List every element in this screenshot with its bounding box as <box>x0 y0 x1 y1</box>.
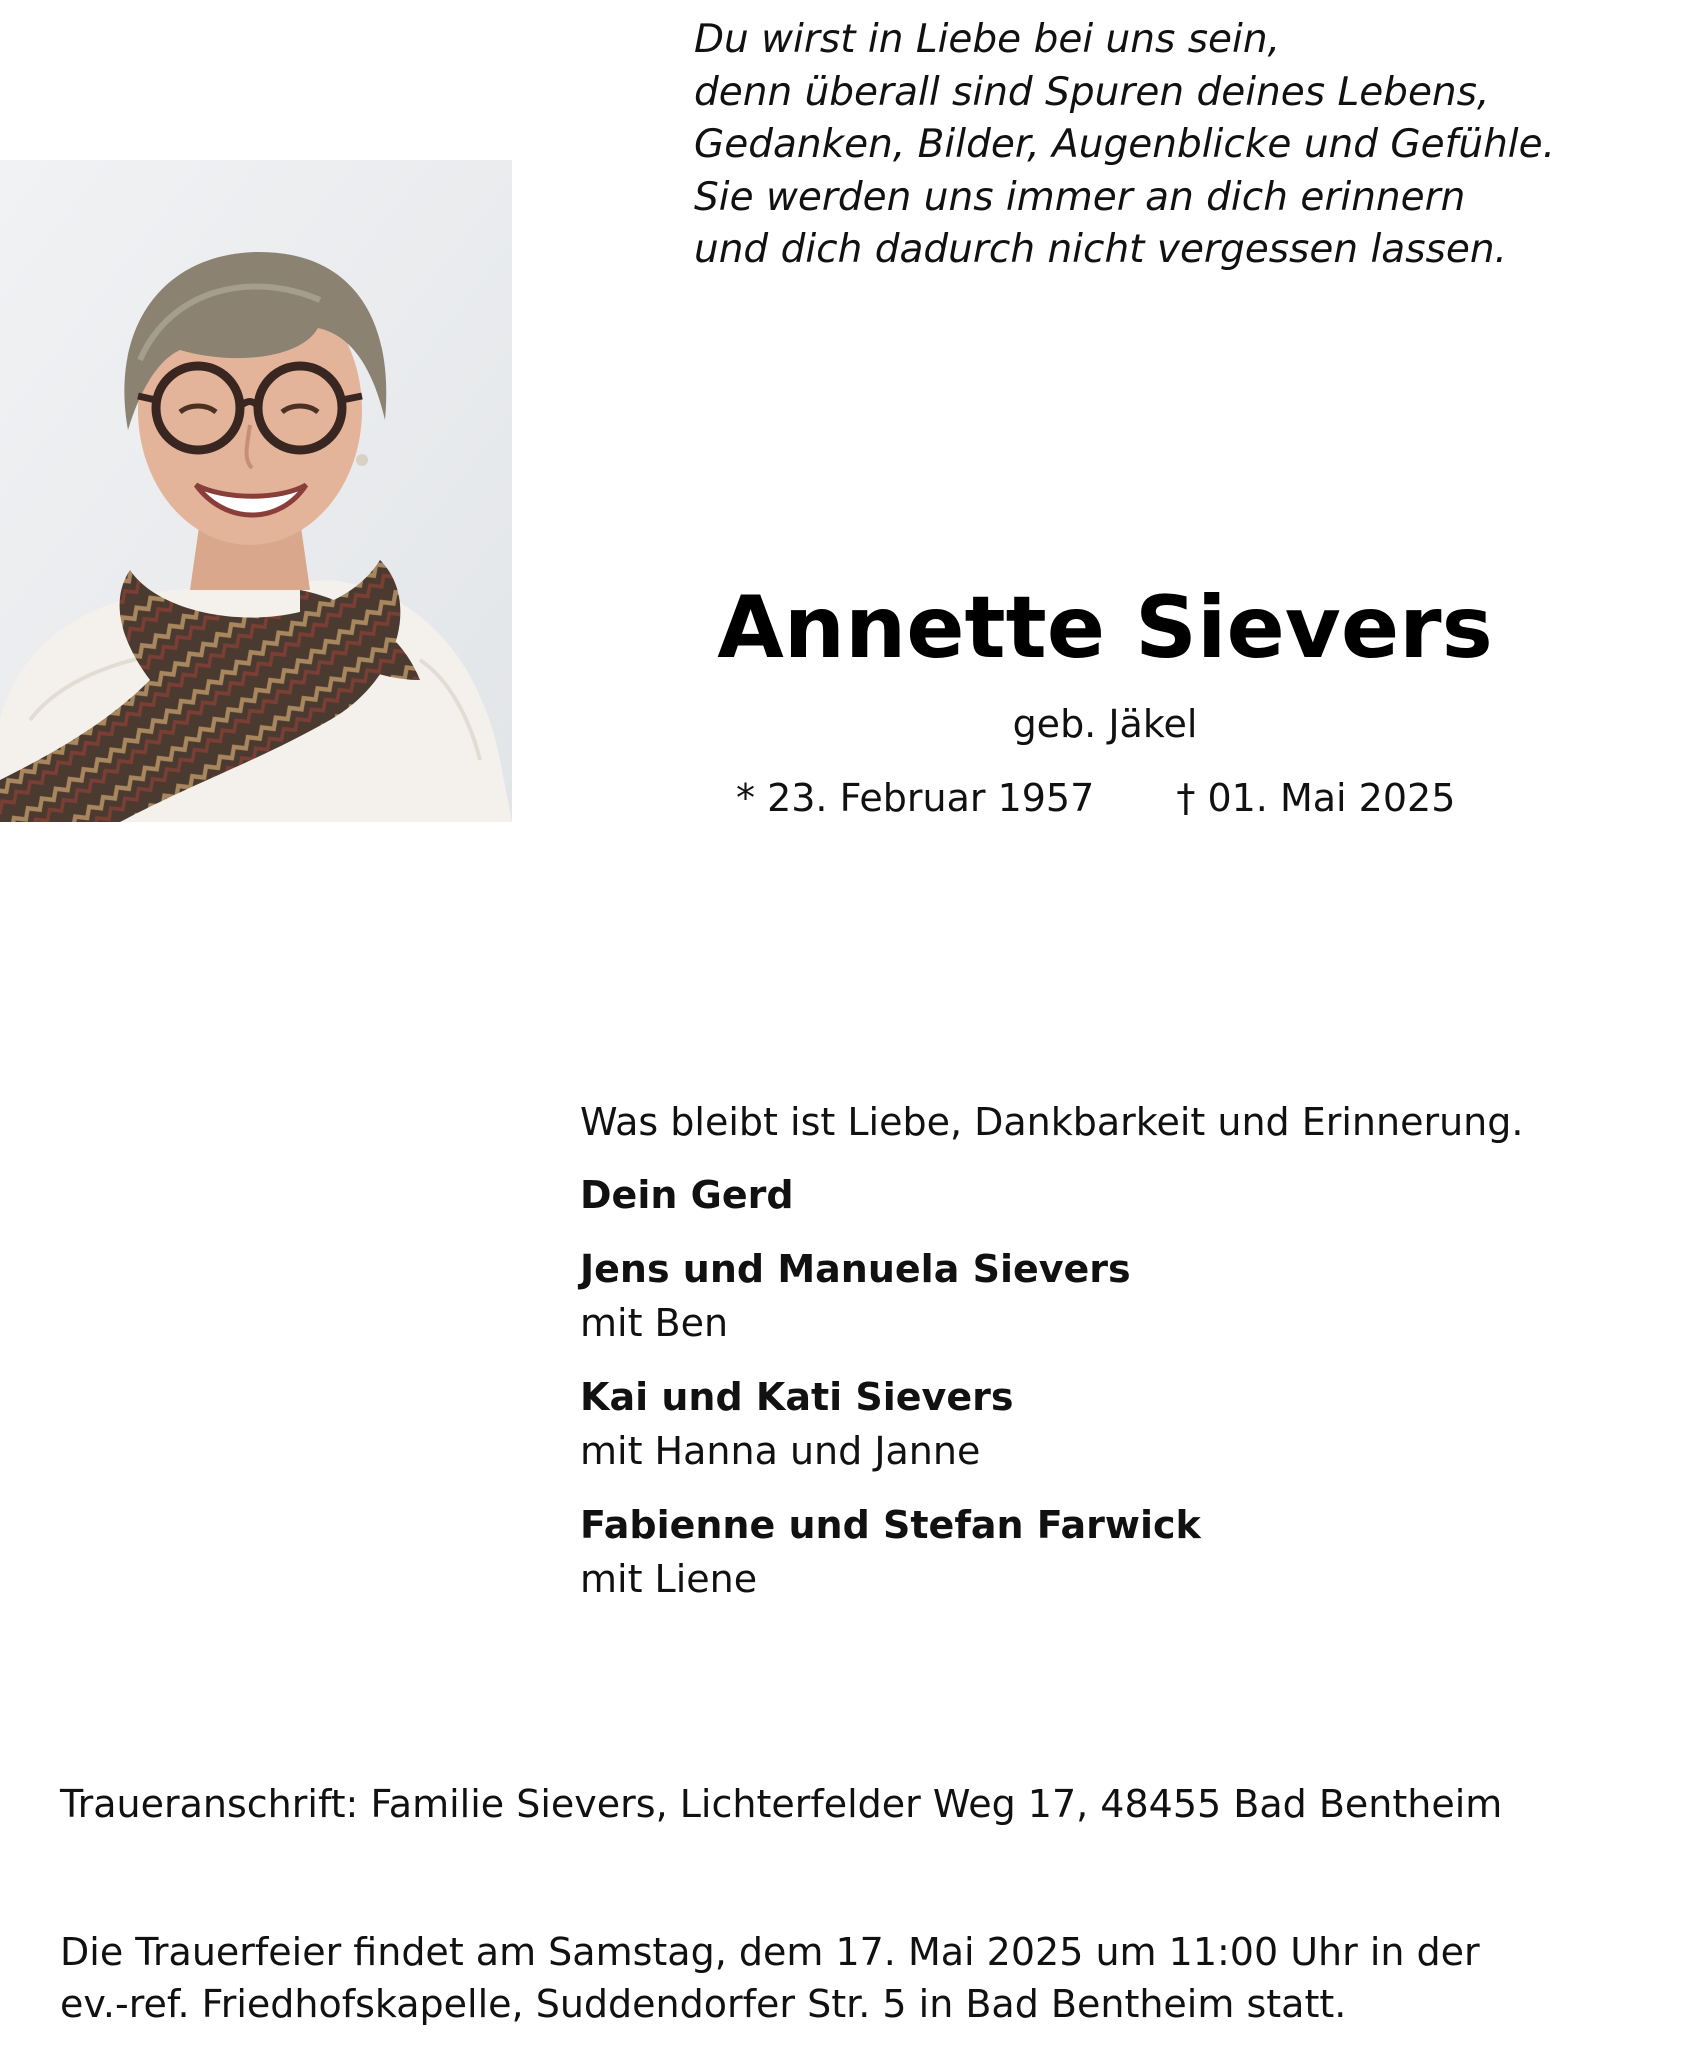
death-date: † 01. Mai 2025 <box>1176 776 1456 820</box>
mourner-name: Fabienne und Stefan Farwick <box>580 1503 1201 1547</box>
poem-line: Gedanken, Bilder, Augenblicke und Gefühle. <box>694 122 1556 167</box>
portrait-photo <box>0 160 512 822</box>
poem-line: Sie werden uns immer an dich erinnern <box>694 174 1466 220</box>
mourner-children: mit Liene <box>580 1557 758 1601</box>
portrait-illustration <box>0 160 512 822</box>
mourner-group <box>580 1498 1660 1606</box>
deceased-name: Annette Sievers <box>717 578 1493 678</box>
mourning-address: Traueranschrift: Familie Sievers, Lichterfelder Weg 17, 48455 Bad Bentheim <box>60 1782 1503 1826</box>
poem-line: und dich dadurch nicht vergessen lassen. <box>694 227 1507 272</box>
mourner-name: Kai und Kati Sievers <box>580 1375 1014 1419</box>
life-dates <box>736 774 1536 822</box>
ceremony-line: ev.-ref. Friedhofskapelle, Suddendorfer Str. 5 in Bad Bentheim statt. <box>60 1982 1347 2026</box>
mourners-block <box>580 1096 1660 1626</box>
poem-line: Du wirst in Liebe bei uns sein, <box>694 17 1280 62</box>
mourner-children: mit Ben <box>580 1301 729 1345</box>
mourner-name: Dein Gerd <box>580 1173 794 1217</box>
mourner-group <box>580 1168 1660 1222</box>
birth-date: * 23. Februar 1957 <box>736 776 1095 820</box>
poem-line: denn überall sind Spuren deines Lebens, <box>694 69 1490 115</box>
mourner-group <box>580 1370 1660 1478</box>
poem <box>694 14 1674 277</box>
ceremony-info <box>60 1926 1660 2030</box>
born-name: geb. Jäkel <box>1012 702 1198 746</box>
mourner-group <box>580 1242 1660 1350</box>
ceremony-line: Die Trauerfeier findet am Samstag, dem 17. Mai 2025 um 11:00 Uhr in der <box>60 1930 1480 1974</box>
mourner-name: Jens und Manuela Sievers <box>580 1247 1131 1291</box>
mourner-children: mit Hanna und Janne <box>580 1429 981 1473</box>
mourners-intro: Was bleibt ist Liebe, Dankbarkeit und Erinnerung. <box>580 1100 1524 1144</box>
